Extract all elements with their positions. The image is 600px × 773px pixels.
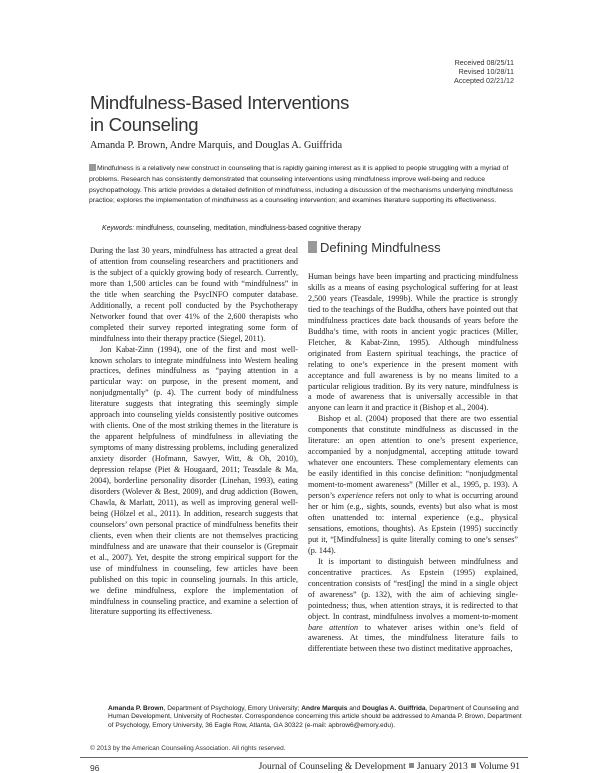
keywords (102, 225, 532, 232)
section-heading (308, 240, 441, 255)
author-affiliation-correspondence: , Department of Counseling and Human Development, University of Rochester. Correspondence concerning this article should be addressed to Amanda P. Brown, Department of Psychology, Emory University, 36 Eagle Row, Atlanta, GA 30322 (e-mail: apbrow6@emory.edu). (108, 705, 522, 729)
separator-square-icon (471, 763, 476, 768)
article-dates (454, 58, 514, 86)
footer-rule (80, 757, 528, 758)
page-number: 96 (90, 763, 100, 773)
author-name-1: Amanda P. Brown (108, 705, 164, 712)
article-title (90, 92, 390, 136)
author-footnote (108, 705, 528, 730)
running-footer (259, 762, 520, 772)
paragraph-history: Human beings have been imparting and practicing mindfulness skills as a means of easing psychological suffering for at least 2,500 years (Teasdale, 1999b). While the practice is strongly tied to the teachings of the Buddha, others have pointed out that mindfulness practices date back thousands of years before the Buddha’s time, with roots in ancient yogic practices (Miller, Fletcher, & Kabat-Zinn, 1995). Although mindfulness originated from Eastern spiritual teachings, the practice of relating to one’s experience in the present moment with acceptance and full awareness is by no means limited to a particular religious tradition. By its very nature, mindfulness is a mode of awareness that is universally accessible in that anyone can learn it and practice it (Bishop et al., 2004). (308, 272, 518, 413)
emphasis-experience: experience (337, 491, 373, 501)
paragraph-bishop (308, 414, 518, 556)
author-name-3: Douglas A. Guiffrida (362, 705, 426, 712)
paragraph-bishop-part-2: refers not only to what is occurring around her or him (e.g., sights, sounds, events) but also what is most often unattended to: internal experience (e.g., physical sensations, emotions, thoughts). As Epstein (1995) succinctly put it, “[Mindfulness] is quite literally coming to one’s senses” (p. 144). (308, 491, 518, 555)
title-line-2: in Counseling (90, 114, 199, 135)
author-affiliation-1: , Department of Psychology, Emory University; (163, 705, 302, 712)
paragraph-kabat-zinn: Jon Kabat-Zinn (1994), one of the first and most well-known scholars to integrate mindfulness into Western healing practices, defines mindfulness as “paying attention in a particular way: on purpose, in the present moment, and nonjudgmentally” (p. 4). The current body of mindfulness literature suggests that integrating this seemingly simple approach into counseling yields consistently positive outcomes with clients. One of the most striking themes in the literature is the apparent helpfulness of mindfulness in alleviating the symptoms of many distressing problems, including generalized anxiety disorder (Hofmann, Sawyer, Witt, & Oh, 2010), depression relapse (Piet & Hougaard, 2011; Teasdale & Ma, 2004), borderline personality disorder (Linehan, 1993), eating disorders (Wolever & Best, 2009), and drug addiction (Bowen, Chawla, & Marlatt, 2011), as well as improving general well-being (Hölzel et al., 2011). In addition, research suggests that counselors’ own personal practice of mindfulness benefits their clients, even when their clients are not themselves practicing mindfulness and are unaware that their counselor is (Grepmair et al., 2007). Yet, despite the strong empirical support for the use of mindfulness in counseling, few articles have been published on this topic in counseling journals. In this article, we define mindfulness, explore the implementation of mindfulness in counseling practice, and examine a selection of literature supporting its effectiveness. (90, 344, 298, 617)
journal-name: Journal of Counseling & Development (258, 762, 406, 772)
issue-date: January 2013 (416, 762, 468, 772)
received-date: Received 08/25/11 (454, 58, 514, 67)
body-column-left (90, 246, 298, 618)
body-column-right (308, 272, 518, 655)
keywords-label: Keywords: (102, 225, 135, 232)
author-conjunction: and (347, 705, 363, 712)
keywords-text: mindfulness, counseling, meditation, mindfulness-based cognitive therapy (136, 225, 361, 232)
heading-square-icon (308, 241, 317, 253)
volume: Volume 91 (478, 762, 520, 772)
revised-date: Revised 10/28/11 (458, 67, 514, 77)
title-line-1: Mindfulness-Based Interventions (90, 92, 350, 113)
abstract-square-icon (89, 164, 96, 171)
paragraph-distinguish-part-2: to whatever arises within one’s field of awareness. At times, the mindfulness literature fails to differentiate between these two distinct meditative approaches, (308, 622, 518, 654)
separator-square-icon (409, 763, 414, 768)
paragraph-bishop-part-1: Bishop et al. (2004) proposed that there are two essential components that constitute mindfulness as discussed in the literature: an open attention to one’s present experience, accompanied by a nonjudgmental, accepting attitude toward whatever one encounters. These complementary elements can be easily identified in this concise definition: “nonjudgmental moment-to-moment awareness” (Miller et al., 1995, p. 193). A person’s (308, 414, 518, 501)
accepted-date: Accepted 02/21/12 (454, 76, 514, 86)
emphasis-bare-attention: bare attention (308, 622, 359, 632)
author-list: Amanda P. Brown, Andre Marquis, and Douglas A. Guiffrida (90, 140, 343, 151)
author-name-2: Andre Marquis (301, 705, 348, 712)
copyright-notice: © 2013 by the American Counseling Association. All rights reserved. (90, 745, 286, 752)
paragraph-distinguish-part-1: It is important to distinguish between mindfulness and concentrative practices. As Epstein (1995) explained, concentration consists of “rest[ing] the mind in a single object of awareness” (p. 132), with the aim of achieving single-pointedness; thus, when attention strays, it is redirected to that object. In contrast, mindfulness involves a moment-to-moment (308, 556, 518, 621)
abstract-text: Mindfulness is a relatively new construct in counseling that is rapidly gaining interest as it is applied to people struggling with a myriad of problems. Research has consistently demonstrated that counseling interventions using mindfulness improve well-being and reduce psychopathology. This article provides a detailed definition of mindfulness, including a discussion of the mechanisms underlying mindfulness practice; explores the implementation of mindfulness as a counseling intervention; and examines literature supporting its effectiveness. (89, 165, 513, 205)
paragraph-intro: During the last 30 years, mindfulness has attracted a great deal of attention from counseling researchers and practitioners and is the subject of a quickly growing body of research. Currently, more than 1,500 articles can be found with “mindfulness” in the title when searching the PsycINFO computer database. Additionally, a recent poll conducted by the Psychotherapy Networker found that over 41% of the 2,600 therapists who completed their survey reported integrating some form of mindfulness into their therapy practice (Siegel, 2011). (90, 246, 298, 343)
section-heading-text: Defining Mindfulness (320, 240, 441, 255)
paragraph-distinguish (308, 557, 518, 656)
abstract (89, 164, 527, 207)
